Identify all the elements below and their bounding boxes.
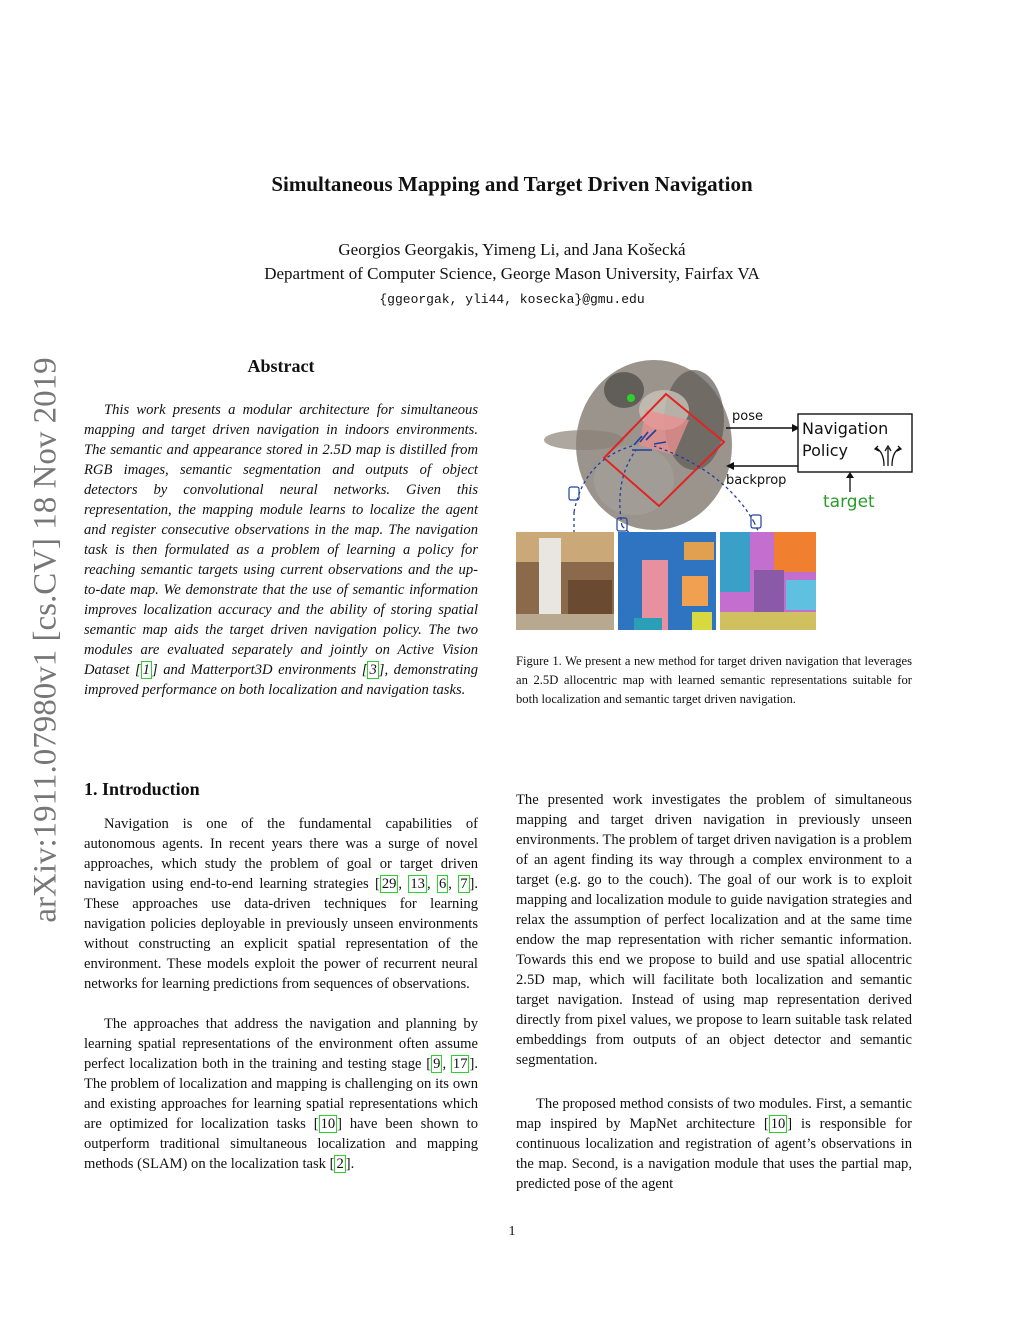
citation-link[interactable]: 7 [460,876,468,892]
abstract-text-head: This work presents a modular architecture for simultaneous mapping and target driven navigation in indoors environments. The semantic and appearance stored in 2.5D map is distilled from RGB images, semantic segmentation and outputs of object detectors by convolutional neural networks. [84,402,478,498]
arxiv-identifier: arXiv:1911.07980v1 [cs.CV] 18 Nov 2019 [27,357,64,923]
pose-label: pose [732,409,763,424]
citation-link[interactable]: 10 [770,1116,786,1132]
abstract-text-end: , demonstrating improved performance on both localization and navigation tasks. [84,662,478,698]
citation-link[interactable]: 9 [433,1056,441,1072]
policy-label: Policy [802,441,849,460]
page-number: 1 [508,1224,516,1239]
authors: Georgios Georgakis, Yimeng Li, and Jana Košecká [338,240,686,259]
navigation-label: Navigation [802,419,889,438]
citation-link[interactable]: 2 [336,1156,344,1172]
backprop-label: backprop [726,473,787,488]
abstract-heading: Abstract [247,356,315,376]
citation-link[interactable]: 29 [381,876,397,892]
para-text: ] is responsible for continuous localization and registration of agent’s observations in the map. Second, is a navigation module that uses the partial map, predicted pose of the agent [516,1116,912,1192]
object-detection-image [720,532,816,630]
intro-paragraph-2: The approaches that address the navigation and planning by learning spatial representations of the environment often assume perfect localization both in the training and testing stage [ 9 , 17 ]. The problem of localization and mapping is challenging on its own and existing approaches for learning spatial representations which are optimized for localization tasks [ 10 ] have been shown to outperform traditional simultaneous localization and mapping methods (SLAM) on the localization task [ 2 ]. [84,1016,478,1172]
paper-title: Simultaneous Mapping and Target Driven Navigation [271,172,753,196]
figure-1 [514,350,914,632]
citation-link[interactable]: 10 [320,1116,336,1132]
introduction-heading: 1. Introduction [84,779,200,799]
rgb-image [516,532,614,630]
email: {ggeorgak, yli44, kosecka}@gmu.edu [379,292,645,307]
intro-paragraph-1: Navigation is one of the fundamental capabilities of autonomous agents. In recent years there was a surge of novel approaches, which study the problem of goal or target driven navigation using end-to-end learning strategies [ 29 , 13 , 6 , 7 ]. These approaches use data-driven techniques for learning navigation policies deployable in previously unseen environments without constructing an explicit spatial representation of the environment. These models exploit the power of recurrent neural networks for learning predictions from sequences of observations. [84,816,479,992]
citation-link[interactable]: 13 [410,876,425,892]
abstract-text-mid: and Matterport3D environments [157,662,362,678]
agent-marker [627,394,635,402]
para-text: ]. The problem of localization and mapping is challenging on its own and existing approaches for learning spatial representations which are optimized for localization tasks [ [84,1056,478,1132]
para-text: ]. [345,1156,355,1172]
citation-link[interactable]: 17 [452,1056,468,1072]
abstract-text-tail: Given this representation, the mapping module learns to localize the agent and register consecutive observations in the map. The navigation task is then formulated as a problem of learning a policy for reaching semantic targets using current observations and the up-to-date map. We demonstrate that the use of semantic information improves localization accuracy and the ability of storing spatial semantic map aids the target driven navigation policy. The two modules are evaluated separately and jointly on Active Vision Dataset [84,482,478,678]
affiliation: Department of Computer Science, George Mason University, Fairfax VA [264,264,760,283]
para-text: Navigation is one of the fundamental capabilities of autonomous agents. In recent years there was a surge of novel approaches, which study the problem of goal or target driven navigation using end-to-end learning strategies [ [84,816,478,892]
citation-link[interactable]: 1 [142,662,150,678]
citation-link[interactable]: 3 [369,662,377,678]
para-text: ] have been shown to outperform traditional simultaneous localization and mapping methods (SLAM) on the localization task [ [84,1116,478,1172]
semantic-map-image [544,360,732,530]
citation-link[interactable]: 6 [438,876,447,892]
figure-1-caption: Figure 1. We present a new method for target driven navigation that leverages an 2.5D allocentric map with learned semantic representations suitable for both localization and semantic target driven navigation. [516,654,912,706]
intro-paragraph-3: The presented work investigates the problem of simultaneous mapping and target driven navigation in previously unseen environments. The problem of target driven navigation is a problem of an agent finding its way through a complex environment to a target (e.g. go to the couch). The goal of our work is to exploit mapping and localization module to guide navigation strategies and relax the assumption of perfect localization and at the same time endow the map representation with richer semantic information. Towards this end we propose to build and use spatial allocentric 2.5D map, which will facilitate both localization and semantic target navigation. Instead of using map representation derived directly from pixel values, we propose to learn suitable task related embeddings from outputs of an object detector and semantic segmentation. [516,792,912,1068]
target-label: target [823,492,875,512]
semantic-segmentation-image [618,532,716,630]
intro-paragraph-4 [516,1094,912,1194]
para-text: The proposed method consists of two modules. First, a semantic map inspired by MapNet architecture [ [516,1096,912,1132]
target-arrowhead [846,472,854,478]
abstract-text: This work presents a modular architecture for simultaneous mapping and target driven navigation in indoors environments. The semantic and appearance stored in 2.5D map is distilled from RGB images, semantic segmentation and outputs of object detectors by convolutional neural networks. Given this representation, the mapping module learns to localize the agent and register consecutive observations in the map. The navigation task is then formulated as a problem of learning a policy for reaching semantic targets using current observations and the up-to-date map. We demonstrate that the use of semantic information improves localization accuracy and the ability of storing spatial semantic map aids the target driven navigation policy. The two modules are evaluated separately and jointly on Active Vision Dataset [ 1 ] and Matterport3D environments [ 3 ], demonstrating improved performance on both localization and navigation tasks. [84,402,478,698]
para-text: ]. These approaches use data-driven techniques for learning navigation policies deployable in previously unseen environments without constructing an explicit spatial representation of the environment. These models exploit the power of recurrent neural networks for learning predictions from sequences of observations. [84,876,479,992]
para-text: The approaches that address the navigation and planning by learning spatial representations of the environment often assume perfect localization both in the training and testing stage [ [84,1016,478,1072]
